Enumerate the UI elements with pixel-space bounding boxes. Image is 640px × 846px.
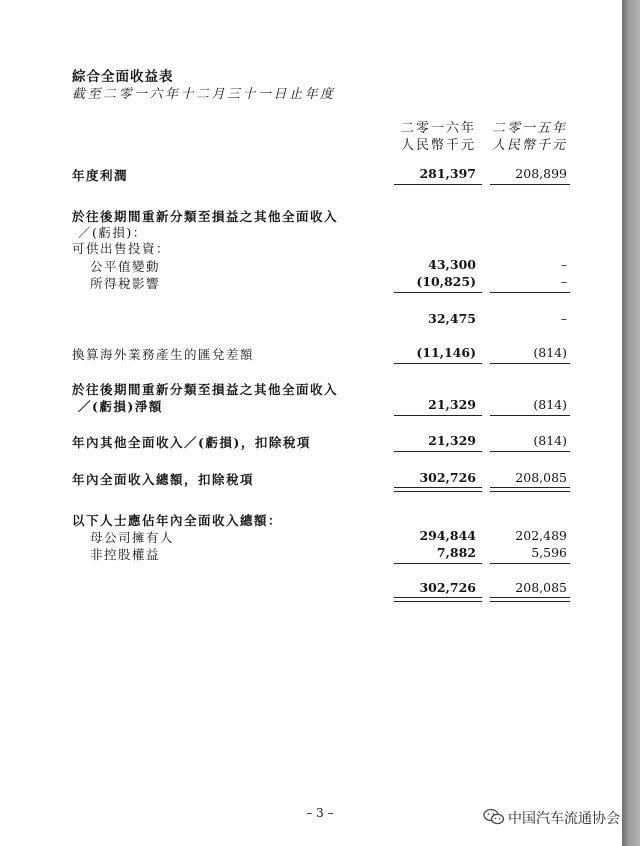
row-profit-2015: 208,899 [515,166,567,181]
page-number: – 3 – [306,806,334,820]
rule [394,184,482,185]
row-nci-label: 非控股權益 [90,547,161,562]
row-net-reclass-label-2: ／(虧損)淨額 [78,399,163,414]
row-owners-2015: 202,489 [515,528,567,543]
rule [490,451,570,452]
row-tax-effect-2016: (10,825) [416,274,476,289]
oci-reclass-heading: 於往後期間重新分類至損益之其他全面收入 [72,209,339,224]
row-oci-net-tax-label: 年內其他全面收入／(虧損)，扣除稅項 [72,435,311,450]
page-shadow [622,0,640,846]
row-fair-value-2016: 43,300 [428,257,476,272]
row-grand-total-2015: 208,085 [515,580,567,595]
row-net-reclass-2015: (814) [533,397,567,412]
row-total-ci-label: 年內全面收入總額，扣除稅項 [72,472,255,487]
row-net-reclass-label-1: 於往後期間重新分類至損益之其他全面收入 [72,382,339,397]
afs-heading: 可供出售投資： [72,241,171,256]
rule [490,563,570,564]
row-afs-subtotal-2015: – [560,311,567,326]
row-total-ci-2016: 302,726 [419,470,476,485]
row-grand-total-2016: 302,726 [419,580,476,595]
row-fx-2016: (11,146) [416,345,476,360]
rule [394,451,482,452]
row-oci-net-tax-2015: (814) [533,433,567,448]
row-net-reclass-2016: 21,329 [428,397,476,412]
double-rule [394,487,482,492]
watermark-text: 中国汽车流通协会 [508,811,620,827]
rule [394,363,482,364]
rule [394,415,482,416]
statement-subtitle: 截至二零一六年十二月三十一日止年度 [72,87,336,102]
row-fx-2015: (814) [533,345,567,360]
rule [394,563,482,564]
row-owners-2016: 294,844 [419,528,476,543]
row-total-ci-2015: 208,085 [515,470,567,485]
col-2015-year: 二零一五年 [491,121,567,136]
row-nci-2015: 5,596 [531,545,567,560]
row-oci-net-tax-2016: 21,329 [428,433,476,448]
double-rule [490,487,570,492]
double-rule [490,597,570,602]
row-fair-value-2015: – [560,257,567,272]
rule [394,292,482,293]
row-nci-2016: 7,882 [436,545,476,560]
oci-reclass-heading-2: ／(虧損)： [78,225,147,240]
row-tax-effect-label: 所得稅影響 [90,276,161,291]
row-fx-label: 換算海外業務產生的匯兌差額 [72,347,255,362]
row-tax-effect-2015: – [560,274,567,289]
col-2015-currency: 人民幣千元 [491,138,567,153]
col-2016-currency: 人民幣千元 [400,138,476,153]
rule [490,292,570,293]
row-afs-subtotal-2016: 32,475 [428,311,476,326]
rule [490,363,570,364]
row-profit-2016: 281,397 [419,166,476,181]
row-owners-label: 母公司擁有人 [90,530,175,545]
wechat-icon [483,808,505,830]
watermark [483,808,620,830]
rule [490,184,570,185]
rule [490,415,570,416]
col-2016-year: 二零一六年 [400,121,476,136]
double-rule [394,597,482,602]
attributable-heading: 以下人士應佔年內全面收入總額： [72,513,283,528]
row-fair-value-label: 公平值變動 [90,259,161,274]
row-profit-label: 年度利潤 [72,168,129,183]
statement-title: 綜合全面收益表 [72,69,174,85]
